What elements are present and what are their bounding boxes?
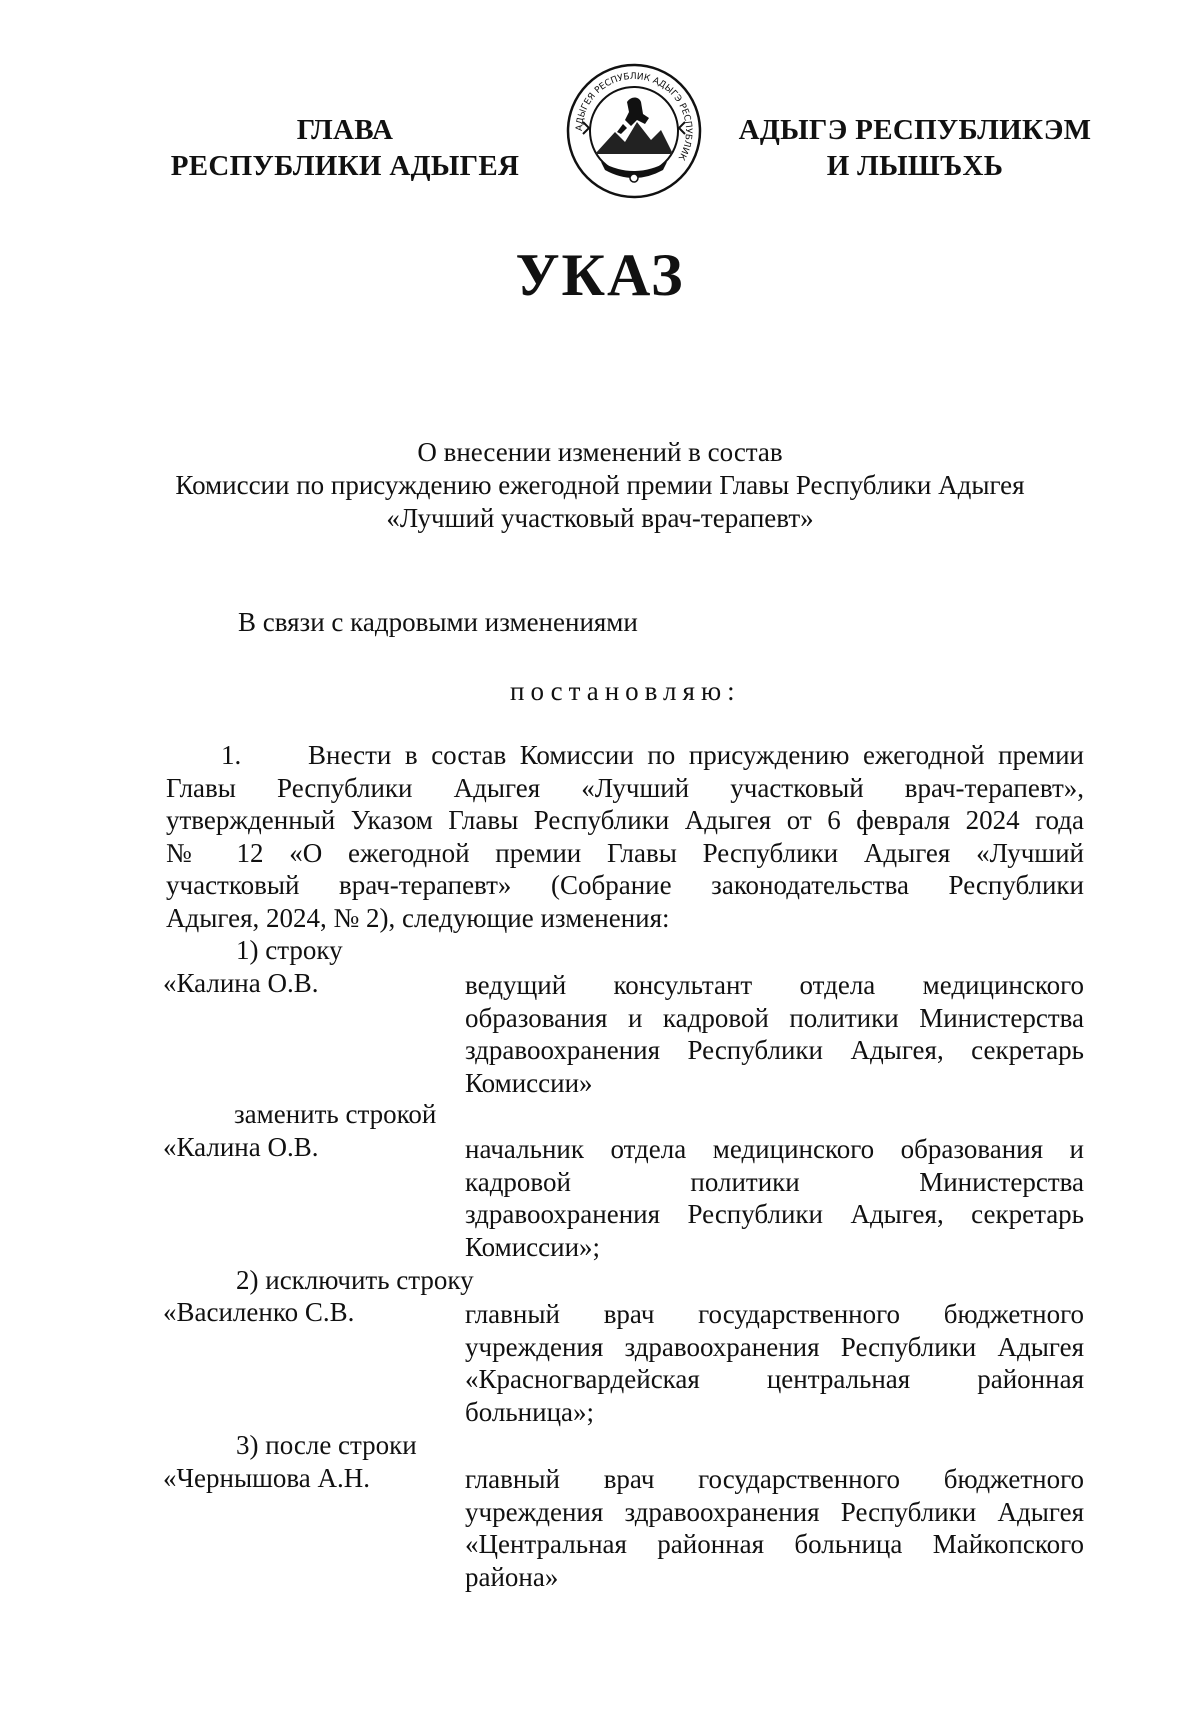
issuer-line: РЕСПУБЛИКИ АДЫГЕЯ: [170, 150, 520, 182]
desc-line: главный врач государственного бюджетного: [465, 1299, 1084, 1329]
change-1-old-name: «Калина О.В.: [163, 968, 319, 998]
desc-line: начальник отдела медицинского образования и: [465, 1134, 1084, 1164]
emblem-ring-text: АДЫГЕЯ РЕСПУБЛИК АДЫГЭ РЕСПУБЛИК: [574, 71, 694, 162]
subject-line: О внесении изменений в состав: [417, 437, 783, 467]
change-3-description: [465, 1463, 1084, 1593]
change-1-old-description: [465, 969, 1084, 1099]
issuer-line: ГЛАВА: [296, 114, 394, 146]
issuer-line: И ЛЫШЪХЬ: [826, 150, 1004, 182]
change-2-name: «Василенко С.В.: [163, 1297, 355, 1327]
desc-line: учреждения здравоохранения Республики Адыгея: [465, 1496, 1084, 1527]
desc-line: Комиссии»;: [465, 1231, 601, 1262]
change-1-label: 1) строку: [236, 935, 343, 965]
item-line: Адыгея, 2024, № 2), следующие изменения:: [166, 902, 670, 933]
change-3-label: 3) после строки: [236, 1430, 417, 1460]
subject-line: «Лучший участковый врач-терапевт»: [386, 503, 814, 533]
desc-line: образования и кадровой политики Министерства: [465, 1002, 1084, 1033]
change-2-label: 2) исключить строку: [236, 1265, 474, 1295]
issuer-line: АДЫГЭ РЕСПУБЛИКЭМ: [738, 114, 1092, 146]
change-2-description: [465, 1298, 1084, 1428]
desc-line: Комиссии»: [465, 1067, 593, 1098]
desc-line: здравоохранения Республики Адыгея, секретарь: [465, 1035, 1084, 1065]
issuer-title-adyghe: [735, 112, 1095, 184]
item-line: № 12 «О ежегодной премии Главы Республики Адыгея «Лучший: [166, 837, 1084, 868]
desc-line: кадровой политики Министерства: [465, 1166, 1084, 1197]
desc-line: «Центральная районная больница Майкопского: [465, 1529, 1084, 1559]
decree-word: постановляю:: [510, 676, 741, 706]
preamble: В связи с кадровыми изменениями: [238, 607, 638, 637]
item-line: Внести в состав Комиссии по присуждению ежегодной премии: [308, 740, 1084, 770]
change-1-replace-label: заменить строкой: [234, 1099, 437, 1129]
change-1-new-description: [465, 1133, 1084, 1263]
item-line: участковый врач-терапевт» (Собрание законодательства Республики: [166, 870, 1084, 900]
document-title: УКАЗ: [515, 242, 685, 308]
desc-line: района»: [465, 1561, 559, 1592]
issuer-title-russian: [170, 112, 520, 184]
coat-of-arms-icon: [565, 62, 703, 200]
adygea-emblem-svg: [565, 62, 703, 200]
item-line: утвержденный Указом Главы Республики Адыгея от 6 февраля 2024 года: [166, 805, 1084, 835]
desc-line: «Красногвардейская центральная районная: [465, 1364, 1084, 1394]
desc-line: учреждения здравоохранения Республики Адыгея: [465, 1331, 1084, 1362]
item-number: 1.: [221, 740, 242, 770]
desc-line: больница»;: [465, 1396, 595, 1427]
item-1-text: [166, 739, 1084, 934]
change-1-new-name: «Калина О.В.: [163, 1132, 319, 1162]
change-3-name: «Чернышова А.Н.: [163, 1463, 371, 1493]
subject-line: Комиссии по присуждению ежегодной премии Главы Республики Адыгея: [175, 470, 1025, 500]
desc-line: ведущий консультант отдела медицинского: [465, 970, 1084, 1000]
document-subject: [100, 436, 1100, 535]
item-line: Главы Республики Адыгея «Лучший участковый врач-терапевт»,: [166, 772, 1084, 803]
desc-line: здравоохранения Республики Адыгея, секретарь: [465, 1199, 1084, 1229]
desc-line: главный врач государственного бюджетного: [465, 1464, 1084, 1494]
